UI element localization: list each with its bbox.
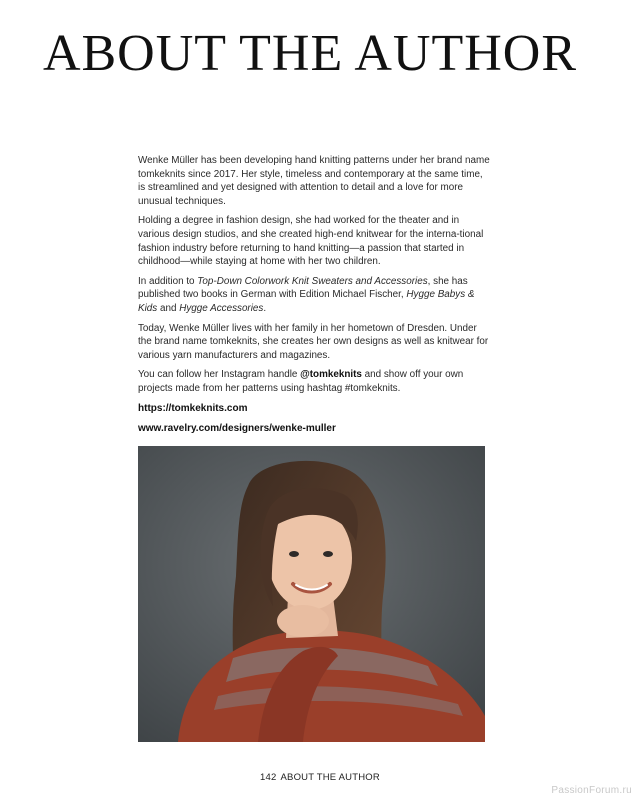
bio-paragraph-4: Today, Wenke Müller lives with her family in her hometown of Dresden. Under the brand name tomkeknits, she creates her own designs as well as knitwear for various yarn manufacturers and magazines. <box>138 322 489 361</box>
bio-p3-text-c: and <box>157 302 180 314</box>
website-link[interactable]: https://tomkeknits.com <box>138 402 248 414</box>
bio-p5-text-b: and show off your own projects made from her patterns using hashtag #tomkeknits. <box>138 369 464 394</box>
author-bio <box>138 154 490 443</box>
bio-p5-text-a: You can follow her Instagram handle <box>138 369 301 381</box>
page-footer <box>0 772 640 783</box>
bio-paragraph-1: Wenke Müller has been developing hand knitting patterns under her brand name tomkeknits since 2017. Her style, timeless and contemporary at the same time, is streamlined and yet designed with attention to detail and a love for more unusual techniques. <box>138 155 490 207</box>
ravelry-link[interactable]: www.ravelry.com/designers/wenke-muller <box>138 423 336 435</box>
footer-section-title: ABOUT THE AUTHOR <box>280 772 380 783</box>
author-portrait-illustration <box>138 446 485 742</box>
book-title-hygge-accessories: Hygge Accessories <box>179 302 264 314</box>
page-number: 142 <box>260 772 277 783</box>
book-title-hygge-babys: Hygge Babys & Kids <box>138 289 475 314</box>
bio-paragraph-3 <box>138 275 490 316</box>
bio-p3-text-b: , she has published two books in German with Edition Michael Fischer, <box>138 275 468 301</box>
bio-paragraph-5 <box>138 368 490 395</box>
bio-p3-text-a: In addition to <box>138 275 198 287</box>
watermark: PassionForum.ru <box>551 785 632 796</box>
instagram-handle: @tomkeknits <box>300 369 362 381</box>
page-title: ABOUT THE AUTHOR <box>42 25 578 82</box>
book-title-colorwork: Top-Down Colorwork Knit Sweaters and Accessories <box>197 275 428 287</box>
author-photo <box>138 446 485 742</box>
bio-p3-text-d: . <box>263 302 267 314</box>
bio-paragraph-2: Holding a degree in fashion design, she had worked for the theater and in various design studios, and she created high-end knitwear for the interna-tional fashion industry before returning to hand knitting—a passion that started in childhood—while staying at home with her two children. <box>138 215 484 268</box>
